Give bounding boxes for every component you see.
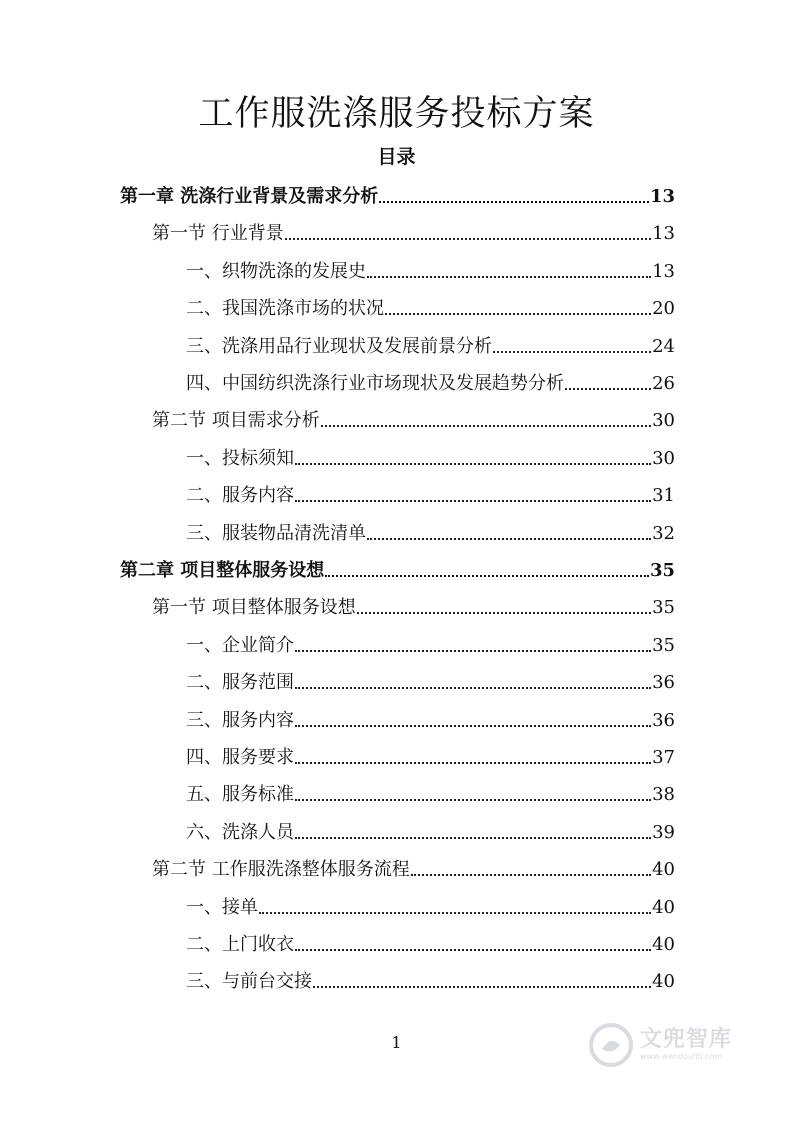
toc-entry-page: 13 <box>652 260 675 282</box>
toc-entry[interactable] <box>186 662 675 694</box>
toc-entry-page: 31 <box>652 485 675 507</box>
toc-dot-leader <box>565 388 651 390</box>
page-number: 1 <box>391 1033 402 1052</box>
watermark-logo <box>588 1016 758 1074</box>
toc-dot-leader <box>379 201 649 203</box>
toc-entry[interactable] <box>152 849 675 881</box>
watermark-logo-icon <box>588 1022 634 1068</box>
toc-entry-page: 35 <box>649 560 675 581</box>
toc-entry-page: 13 <box>649 186 675 207</box>
toc-entry-page: 37 <box>652 747 675 768</box>
toc-entry-label: 三、服装物品清洗清单 <box>186 522 366 544</box>
toc-entry[interactable] <box>152 400 675 432</box>
toc-entry-page: 39 <box>652 821 675 843</box>
toc-entry[interactable] <box>186 812 675 844</box>
toc-entry-label: 一、接单 <box>186 896 258 918</box>
toc-entry-label: 二、服务内容 <box>186 485 294 507</box>
toc-entry-label: 第一节 行业背景 <box>152 223 284 245</box>
toc-entry[interactable] <box>186 961 675 993</box>
toc-entry-page: 26 <box>652 373 675 394</box>
watermark-name: 文兜智库 <box>640 1027 733 1052</box>
toc-dot-leader <box>295 725 651 727</box>
toc-entry[interactable] <box>186 475 675 507</box>
toc-entry[interactable] <box>186 513 675 545</box>
toc-heading: 目录 <box>377 146 416 168</box>
toc-dot-leader <box>295 650 651 652</box>
toc-entry[interactable] <box>186 887 675 919</box>
toc-dot-leader <box>295 687 651 689</box>
toc-entry[interactable] <box>186 774 675 806</box>
toc-entry-page: 13 <box>652 223 675 245</box>
toc-entry[interactable] <box>186 363 675 395</box>
toc-entry-page: 40 <box>652 896 675 918</box>
toc-entry-page: 36 <box>652 672 675 694</box>
toc-entry-label: 第二节 工作服洗涤整体服务流程 <box>152 859 410 881</box>
toc-dot-leader <box>325 575 649 577</box>
toc-entry-label: 一、投标须知 <box>186 447 294 469</box>
toc-entry-label: 四、中国纺织洗涤行业市场现状及发展趋势分析 <box>186 373 564 394</box>
toc-entry-page: 20 <box>652 298 675 320</box>
toc-entry[interactable] <box>186 700 675 732</box>
toc-entry[interactable] <box>186 924 675 956</box>
document-title: 工作服洗涤服务投标方案 <box>198 94 595 134</box>
toc-entry-page: 35 <box>652 634 675 656</box>
toc-dot-leader <box>493 351 651 353</box>
toc-entry-page: 35 <box>652 597 675 619</box>
toc-entry-label: 三、与前台交接 <box>186 971 312 993</box>
toc-dot-leader <box>313 986 651 988</box>
toc-dot-leader <box>295 762 651 764</box>
toc-entry-page: 40 <box>652 971 675 993</box>
toc-entry[interactable] <box>152 213 675 245</box>
toc-entry[interactable] <box>186 438 675 470</box>
toc-entry[interactable] <box>186 326 675 358</box>
toc-entry-page: 38 <box>652 784 675 806</box>
toc-dot-leader <box>367 538 651 540</box>
toc-entry-label: 五、服务标准 <box>186 784 294 806</box>
toc-entry[interactable] <box>186 288 675 320</box>
toc-entry-page: 30 <box>652 410 675 432</box>
toc-entry-page: 40 <box>652 859 675 881</box>
toc-entry-label: 一、织物洗涤的发展史 <box>186 260 366 282</box>
toc-entry-label: 三、服务内容 <box>186 709 294 731</box>
toc-dot-leader <box>357 612 651 614</box>
toc-dot-leader <box>321 425 651 427</box>
toc-dot-leader <box>367 276 651 278</box>
toc-entry-page: 24 <box>652 335 675 357</box>
toc-dot-leader <box>295 837 651 839</box>
toc-entry[interactable] <box>186 737 675 769</box>
toc-dot-leader <box>295 463 651 465</box>
toc-entry-page: 32 <box>652 522 675 544</box>
toc-entry-page: 36 <box>652 709 675 731</box>
toc-entry[interactable] <box>120 550 675 582</box>
toc-dot-leader <box>385 313 651 315</box>
toc-entry-label: 第二节 项目需求分析 <box>152 410 320 432</box>
toc-dot-leader <box>285 238 651 240</box>
toc-entry-label: 六、洗涤人员 <box>186 821 294 843</box>
watermark-url: www.wendoulib.com <box>640 1052 723 1061</box>
toc-entry-label: 三、洗涤用品行业现状及发展前景分析 <box>186 335 492 357</box>
toc-dot-leader <box>295 949 651 951</box>
toc-dot-leader <box>411 874 651 876</box>
toc-entry-page: 40 <box>652 934 675 955</box>
toc-entry-label: 二、服务范围 <box>186 672 294 694</box>
toc-dot-leader <box>295 799 651 801</box>
toc-entry-label: 四、服务要求 <box>186 747 294 768</box>
toc-entry[interactable] <box>186 251 675 283</box>
toc-entry-label: 二、上门收衣 <box>186 934 294 955</box>
toc-entry-label: 第一节 项目整体服务设想 <box>152 597 356 619</box>
toc-entry-label: 第二章 项目整体服务设想 <box>120 560 325 581</box>
toc-entry-label: 二、我国洗涤市场的状况 <box>186 298 384 320</box>
toc-entry[interactable] <box>152 587 675 619</box>
toc-dot-leader <box>259 912 651 914</box>
toc-entry-label: 第一章 洗涤行业背景及需求分析 <box>120 186 379 207</box>
toc-dot-leader <box>295 500 651 502</box>
toc-entry-page: 30 <box>652 447 675 469</box>
toc-entry[interactable] <box>120 176 675 208</box>
toc-entry[interactable] <box>186 625 675 657</box>
toc-entry-label: 一、企业简介 <box>186 634 294 656</box>
